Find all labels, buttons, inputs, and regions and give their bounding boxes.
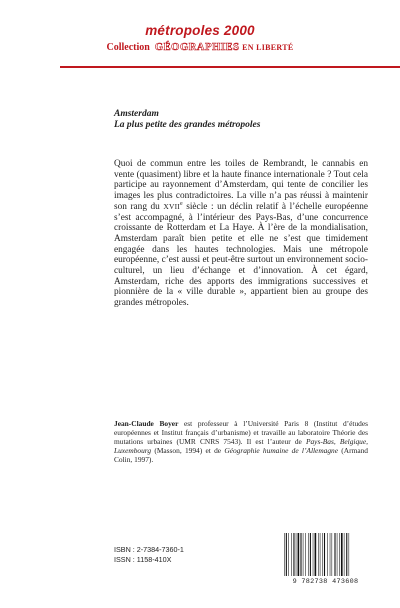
collection-suffix: EN LIBERTÉ: [242, 43, 294, 52]
century-numeral: XVII: [163, 201, 181, 211]
century-superscript: e: [180, 200, 183, 207]
barcode-number: 9 782738 473608: [292, 578, 359, 586]
author-text-1: est professeur à l’Université Paris 8 (Institut d’études européennes et Institut français d’urbanisme) et travaille au laboratoire Théorie des mutations urbaines (UMR CNRS 7543). Il est l’auteur de: [114, 419, 368, 446]
blurb-part-2: siècle : un déclin relatif à l’échelle européenne s’est accompagné, à l’intérieur des Pays-Bas, d’une concurrence croissante de Rotterdam et La Haye. À l’ère de la mondialisation, Amsterdam paraît bien petite et elle ne s’est que timidement engagée dans les hautes technologies. Mais une métropole européenne, c’est aussi et peut-être surtout un environnement socio-culturel, un lieu d’échange et d’innovation. À cet égard, Amsterdam, riche des apports des immigrations successives et pionnière de la « ville durable », appartient bien au groupe des grandes métropoles.: [114, 201, 368, 309]
blurb-part-1: Quoi de commun entre les toiles de Rembrandt, le cannabis en vente (quasiment) libre et la haute finance internationale ? Tout cela participe au rayonnement d’Amsterdam, qui tente de concilier les images les plus contradictoires. La ville n’a pas réussi à maintenir son rang du: [114, 159, 368, 212]
cover-header: [0, 0, 400, 76]
author-text-3: (Armand Colin, 1997).: [114, 445, 368, 464]
collection-line: [0, 42, 400, 53]
issn: ISSN : 1158-410X: [114, 554, 172, 564]
isbn-block: [114, 545, 184, 564]
isbn: ISBN : 2-7384-7360-1: [114, 545, 184, 554]
book-subtitle: La plus petite des grandes métropoles: [114, 120, 261, 130]
author-work-1: Pays-Bas, Belgique, Luxembourg: [114, 436, 368, 455]
header-rule: [60, 66, 400, 68]
author-work-2: Géographie humaine de l’Allemagne: [224, 445, 339, 455]
author-name: Jean-Claude Boyer: [114, 419, 179, 428]
author-text-2: (Masson, 1994) et de: [151, 445, 225, 455]
book-title: Amsterdam: [114, 109, 159, 119]
collection-word: Collection: [106, 42, 150, 53]
barcode-icon: [283, 533, 368, 576]
series-title: métropoles 2000: [145, 23, 255, 38]
blurb-text: [114, 159, 368, 309]
author-bio: [114, 420, 368, 465]
collection-name: GÉOGRAPHIES: [154, 42, 240, 53]
